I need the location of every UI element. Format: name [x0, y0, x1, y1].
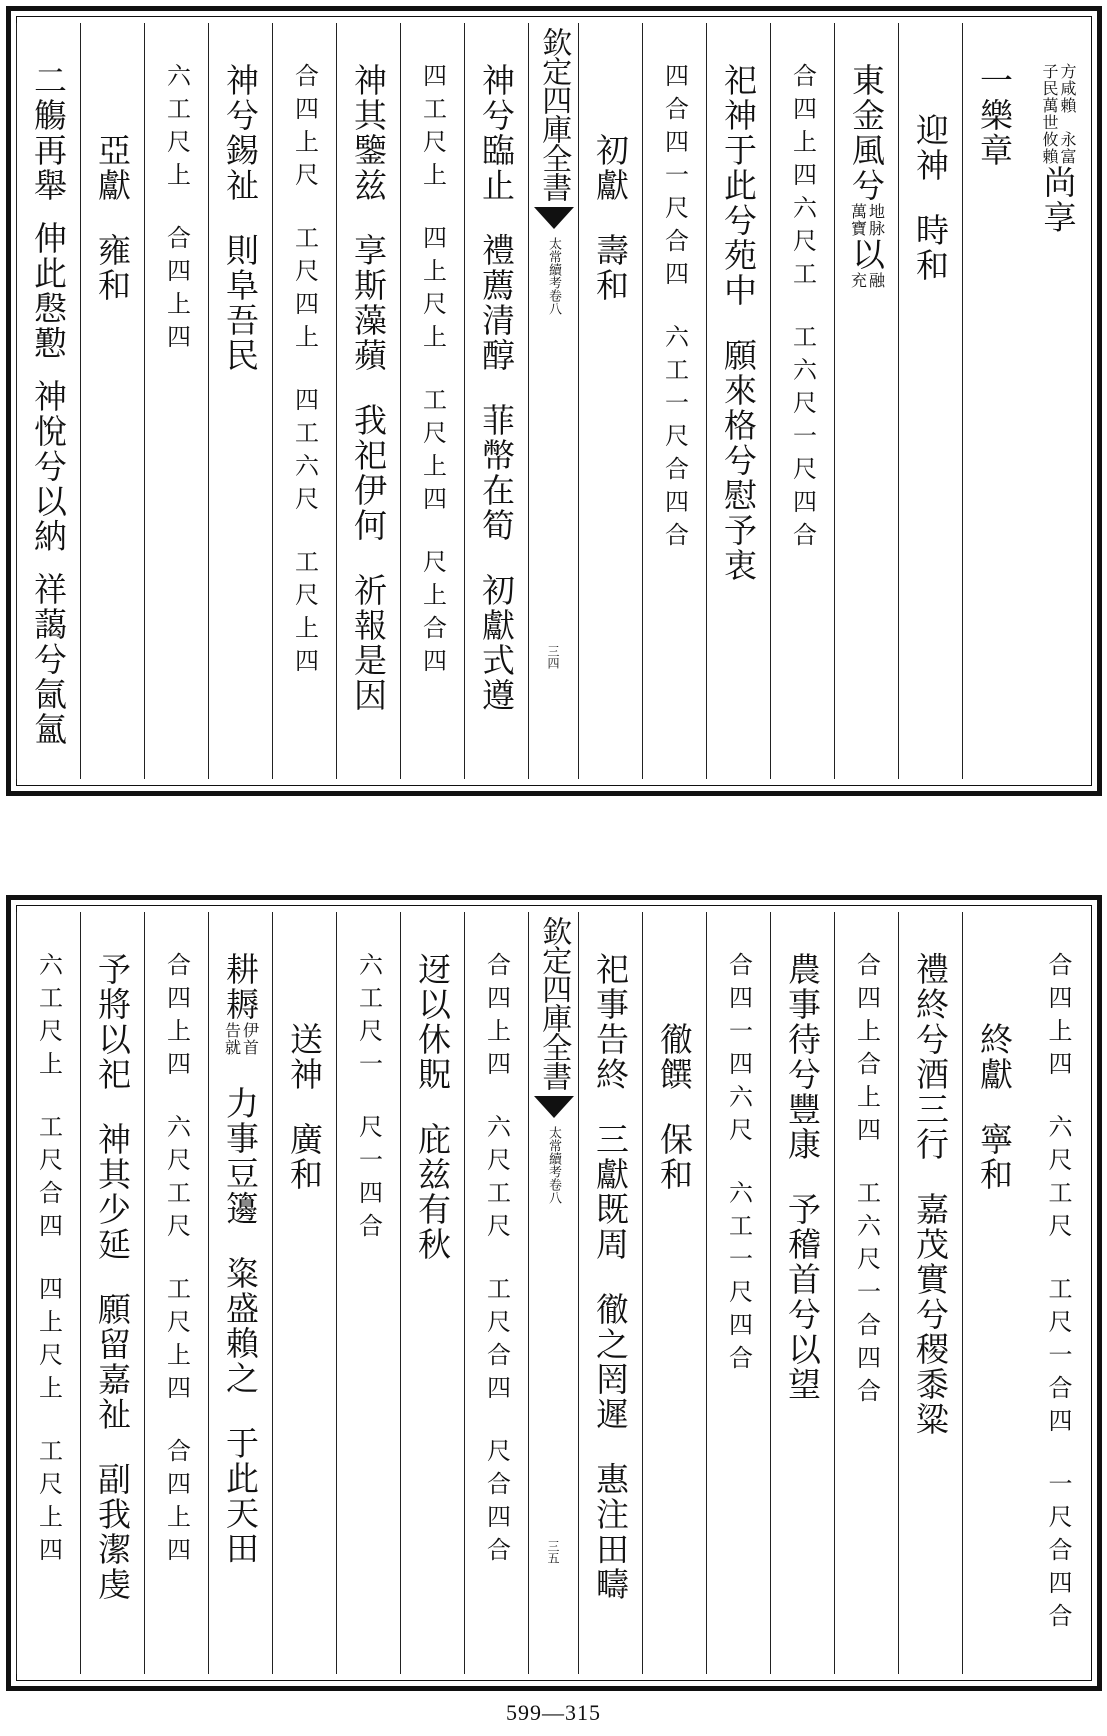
notation-column	[1026, 912, 1090, 1674]
song-title-column	[578, 23, 642, 779]
small-text: 攸賴	[1040, 131, 1059, 165]
lyric-text: 以	[847, 237, 886, 272]
lyric-text: 神兮臨止	[477, 63, 516, 203]
notation-column	[642, 23, 706, 779]
gongche-notation: 合四上四	[162, 952, 191, 1084]
gongche-notation: 工尺一合四	[1044, 1276, 1072, 1441]
lyric-text: 迓以休貺	[413, 952, 452, 1092]
notation-column	[834, 912, 898, 1674]
gongche-notation: 工尺合四	[482, 1276, 511, 1408]
text-column	[400, 912, 464, 1674]
small-text: 萬寶	[848, 203, 868, 237]
lyric-text: 願來格兮慰予衷	[719, 338, 758, 583]
song-name: 迎神	[911, 113, 950, 183]
gongche-notation: 合四上合上四	[852, 952, 881, 1150]
small-text: 融	[866, 272, 886, 289]
lyric-text: 神兮錫祉	[221, 63, 260, 203]
lyric-text: 嘉茂實兮稷黍粱	[911, 1192, 950, 1437]
center-fold	[528, 912, 578, 1674]
gongche-notation: 合四上四	[162, 225, 191, 357]
lyric-text: 東金	[847, 63, 886, 133]
juan-number: 卷八	[546, 289, 561, 315]
lyric-text: 享斯藻蘋	[349, 233, 388, 373]
gongche-notation: 合四上四	[1044, 952, 1072, 1084]
lyric-text: 副我潔虔	[93, 1462, 132, 1602]
gongche-notation: 六工一尺四合	[724, 1180, 753, 1378]
section-heading	[962, 23, 1026, 779]
text-column	[770, 912, 834, 1674]
small-text: 伊首	[240, 1022, 260, 1056]
text-column	[834, 23, 898, 779]
song-name: 亞獻	[93, 133, 132, 203]
song-name: 徹饌	[655, 1022, 694, 1092]
lyric-text: 粢盛賴之	[221, 1256, 260, 1396]
volume-title: 太常續考	[546, 237, 561, 289]
gongche-notation: 六工尺上	[162, 63, 191, 195]
heading-text: 一樂章	[975, 63, 1014, 168]
notation-column	[706, 912, 770, 1674]
lyric-text: 尚享	[1038, 165, 1078, 235]
gongche-notation: 四合四一尺合四	[660, 63, 689, 294]
book-title: 欽定四庫全書	[536, 27, 572, 201]
gongche-notation: 四上尺上	[34, 1276, 63, 1408]
notation-column	[770, 23, 834, 779]
song-mode: 保和	[655, 1122, 694, 1192]
volume-title: 太常續考	[546, 1126, 561, 1178]
text-column	[1026, 23, 1090, 779]
text-column	[706, 23, 770, 779]
lyric-text: 神悅兮以納	[29, 379, 68, 554]
gongche-notation: 合四上四六尺工	[788, 63, 817, 294]
lyric-text: 祀事告終	[591, 952, 630, 1092]
lyric-text: 則阜吾民	[221, 233, 260, 373]
song-title-column	[642, 912, 706, 1674]
gongche-notation: 合四上尺	[290, 63, 319, 195]
song-name: 初獻	[591, 133, 630, 203]
interlinear-note	[1041, 131, 1075, 165]
center-fold	[528, 23, 578, 779]
gongche-notation: 六尺工尺	[162, 1114, 191, 1246]
text-column	[898, 912, 962, 1674]
song-name: 送神	[285, 1022, 324, 1092]
gongche-notation: 工尺四上	[290, 225, 319, 357]
song-mode: 雍和	[93, 233, 132, 303]
lyric-text: 農事待兮豐康	[783, 952, 822, 1162]
lyric-text: 神其鑒兹	[349, 63, 388, 203]
gongche-notation: 六工尺上	[34, 952, 63, 1084]
song-name: 終獻	[975, 1022, 1014, 1092]
fishtail-mark	[534, 1096, 574, 1118]
song-mode: 壽和	[591, 233, 630, 303]
lyric-text: 予將以祀	[93, 952, 132, 1092]
page-lower-leaf	[6, 895, 1102, 1691]
gongche-notation: 工六尺一合四合	[852, 1180, 881, 1411]
text-column	[336, 23, 400, 779]
lyric-text: 伸此慇懃	[29, 221, 68, 361]
text-column	[208, 912, 272, 1674]
text-column	[578, 912, 642, 1674]
text-column	[464, 23, 528, 779]
lyric-text: 于此天田	[221, 1426, 260, 1566]
lyric-text: 二觴再舉	[29, 63, 68, 203]
gongche-notation: 合四上四	[162, 1438, 191, 1570]
notation-column	[336, 912, 400, 1674]
small-text: 子民萬世	[1040, 63, 1059, 131]
song-title-column	[898, 23, 962, 779]
lyric-text: 予稽首兮以望	[783, 1192, 822, 1402]
gongche-notation: 四工六尺	[290, 387, 319, 519]
gongche-notation: 尺上合四	[418, 549, 447, 681]
notation-column	[16, 912, 80, 1674]
song-mode: 寧和	[975, 1122, 1014, 1192]
notation-column	[144, 23, 208, 779]
small-text: 方咸賴	[1058, 63, 1077, 114]
gongche-notation: 工尺上四	[290, 549, 319, 681]
book-title: 欽定四庫全書	[536, 916, 572, 1090]
lyric-text: 風兮	[847, 133, 886, 203]
lyric-text: 菲幣在筍	[477, 403, 516, 543]
gongche-notation: 工尺合四	[34, 1114, 63, 1246]
notation-column	[464, 912, 528, 1674]
song-title-column	[272, 912, 336, 1674]
gongche-notation: 工尺上四	[162, 1276, 191, 1408]
page-number: 599—315	[506, 1700, 601, 1725]
gongche-notation: 一尺合四合	[1044, 1471, 1072, 1636]
folio-number: 三四	[546, 645, 560, 669]
small-text: 永富	[1058, 131, 1077, 165]
gongche-notation: 尺一四合	[354, 1114, 383, 1246]
gongche-notation: 六工一尺合四合	[660, 324, 689, 555]
lyric-text: 庇兹有秋	[413, 1122, 452, 1262]
small-text: 地脉	[866, 203, 886, 237]
folio-number: 三五	[546, 1540, 560, 1564]
interlinear-note	[1041, 63, 1075, 131]
lyric-text: 願留嘉祉	[93, 1292, 132, 1432]
song-mode: 廣和	[285, 1122, 324, 1192]
notation-column	[400, 23, 464, 779]
gongche-notation: 工尺上四	[418, 387, 447, 519]
page-upper-leaf	[6, 6, 1102, 796]
juan-number: 卷八	[546, 1178, 561, 1204]
gongche-notation: 合四上四	[482, 952, 511, 1084]
notation-column	[272, 23, 336, 779]
text-column	[16, 23, 80, 779]
interlinear-note	[850, 203, 884, 237]
gongche-notation: 六尺工尺	[482, 1114, 511, 1246]
lyric-text: 三獻既周	[591, 1122, 630, 1262]
lyric-text: 我祀伊何	[349, 403, 388, 543]
song-title-column	[962, 912, 1026, 1674]
small-text: 充	[848, 272, 868, 289]
lyric-text: 祥藹兮氤氳	[29, 572, 68, 747]
gongche-notation: 工尺上四	[34, 1438, 63, 1570]
gongche-notation: 四上尺上	[418, 225, 447, 357]
song-mode: 時和	[911, 213, 950, 283]
lyric-text: 禮終兮酒三行	[911, 952, 950, 1162]
interlinear-note	[224, 1022, 258, 1056]
lyric-text: 徹之罔遲	[591, 1292, 630, 1432]
song-title-column	[80, 23, 144, 779]
lyric-text: 祈報是因	[349, 573, 388, 713]
text-column	[80, 912, 144, 1674]
small-text: 告就	[222, 1022, 242, 1056]
gongche-notation: 合四一四六尺	[724, 952, 753, 1150]
gongche-notation: 尺合四合	[482, 1438, 511, 1570]
lyric-text: 惠注田疇	[591, 1462, 630, 1602]
lyric-text: 神其少延	[93, 1122, 132, 1262]
lyric-text: 祀神于此兮苑中	[719, 63, 758, 308]
gongche-notation: 六工尺一	[354, 952, 383, 1084]
lyric-text: 禮薦清醇	[477, 233, 516, 373]
interlinear-note	[850, 272, 884, 289]
notation-column	[144, 912, 208, 1674]
text-column	[208, 23, 272, 779]
lyric-text: 耕耨	[221, 952, 260, 1022]
fishtail-mark	[534, 207, 574, 229]
gongche-notation: 四工尺上	[418, 63, 447, 195]
lyric-text: 力事豆籩	[221, 1086, 260, 1226]
gongche-notation: 工六尺一尺四合	[788, 324, 817, 555]
gongche-notation: 六尺工尺	[1044, 1114, 1072, 1246]
lyric-text: 初獻式遵	[477, 573, 516, 713]
